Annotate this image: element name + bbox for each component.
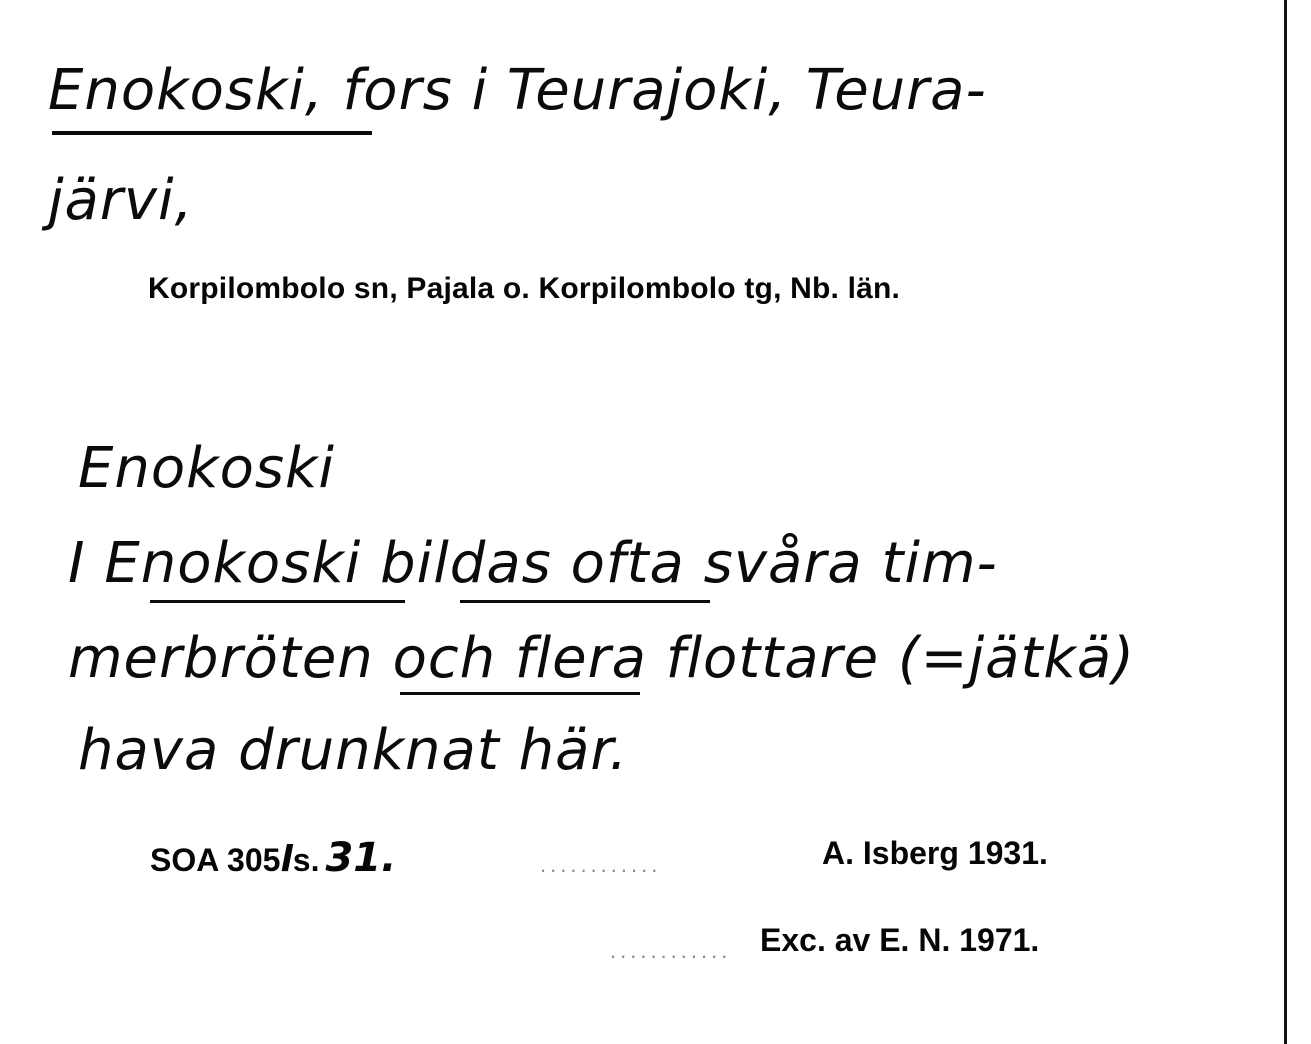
source-page-number: 31.	[325, 835, 397, 881]
dotted-leader-1: ............	[540, 852, 662, 877]
note-line-2: I Enokoski bildas ofta svåra tim-	[68, 531, 998, 596]
printed-location-line: Korpilombolo sn, Pajala o. Korpilombolo tg, Nb. län.	[148, 272, 901, 305]
source-page-label: s.	[292, 842, 320, 878]
note-line-3: merbröten och flera flottare (=jätkä)	[68, 626, 1136, 691]
note-underline-1	[150, 600, 405, 603]
headword-line-1: Enokoski, fors i Teurajoki, Teura-	[48, 58, 987, 123]
source-reference	[150, 835, 396, 881]
note-line-1: Enokoski	[78, 436, 335, 501]
note-line-4: hava drunknat här.	[78, 718, 629, 783]
source-prefix: SOA 305	[150, 842, 281, 878]
collector-credit: A. Isberg 1931.	[822, 835, 1048, 871]
source-script-mark: l	[280, 839, 293, 880]
note-underline-3	[400, 692, 640, 695]
dotted-leader-2: ............	[610, 938, 732, 963]
card-right-border	[1284, 0, 1287, 1044]
excerpt-credit: Exc. av E. N. 1971.	[760, 922, 1040, 958]
headword-line-2: järvi,	[48, 168, 194, 233]
note-underline-2	[460, 600, 710, 603]
headword-underline	[52, 131, 372, 135]
